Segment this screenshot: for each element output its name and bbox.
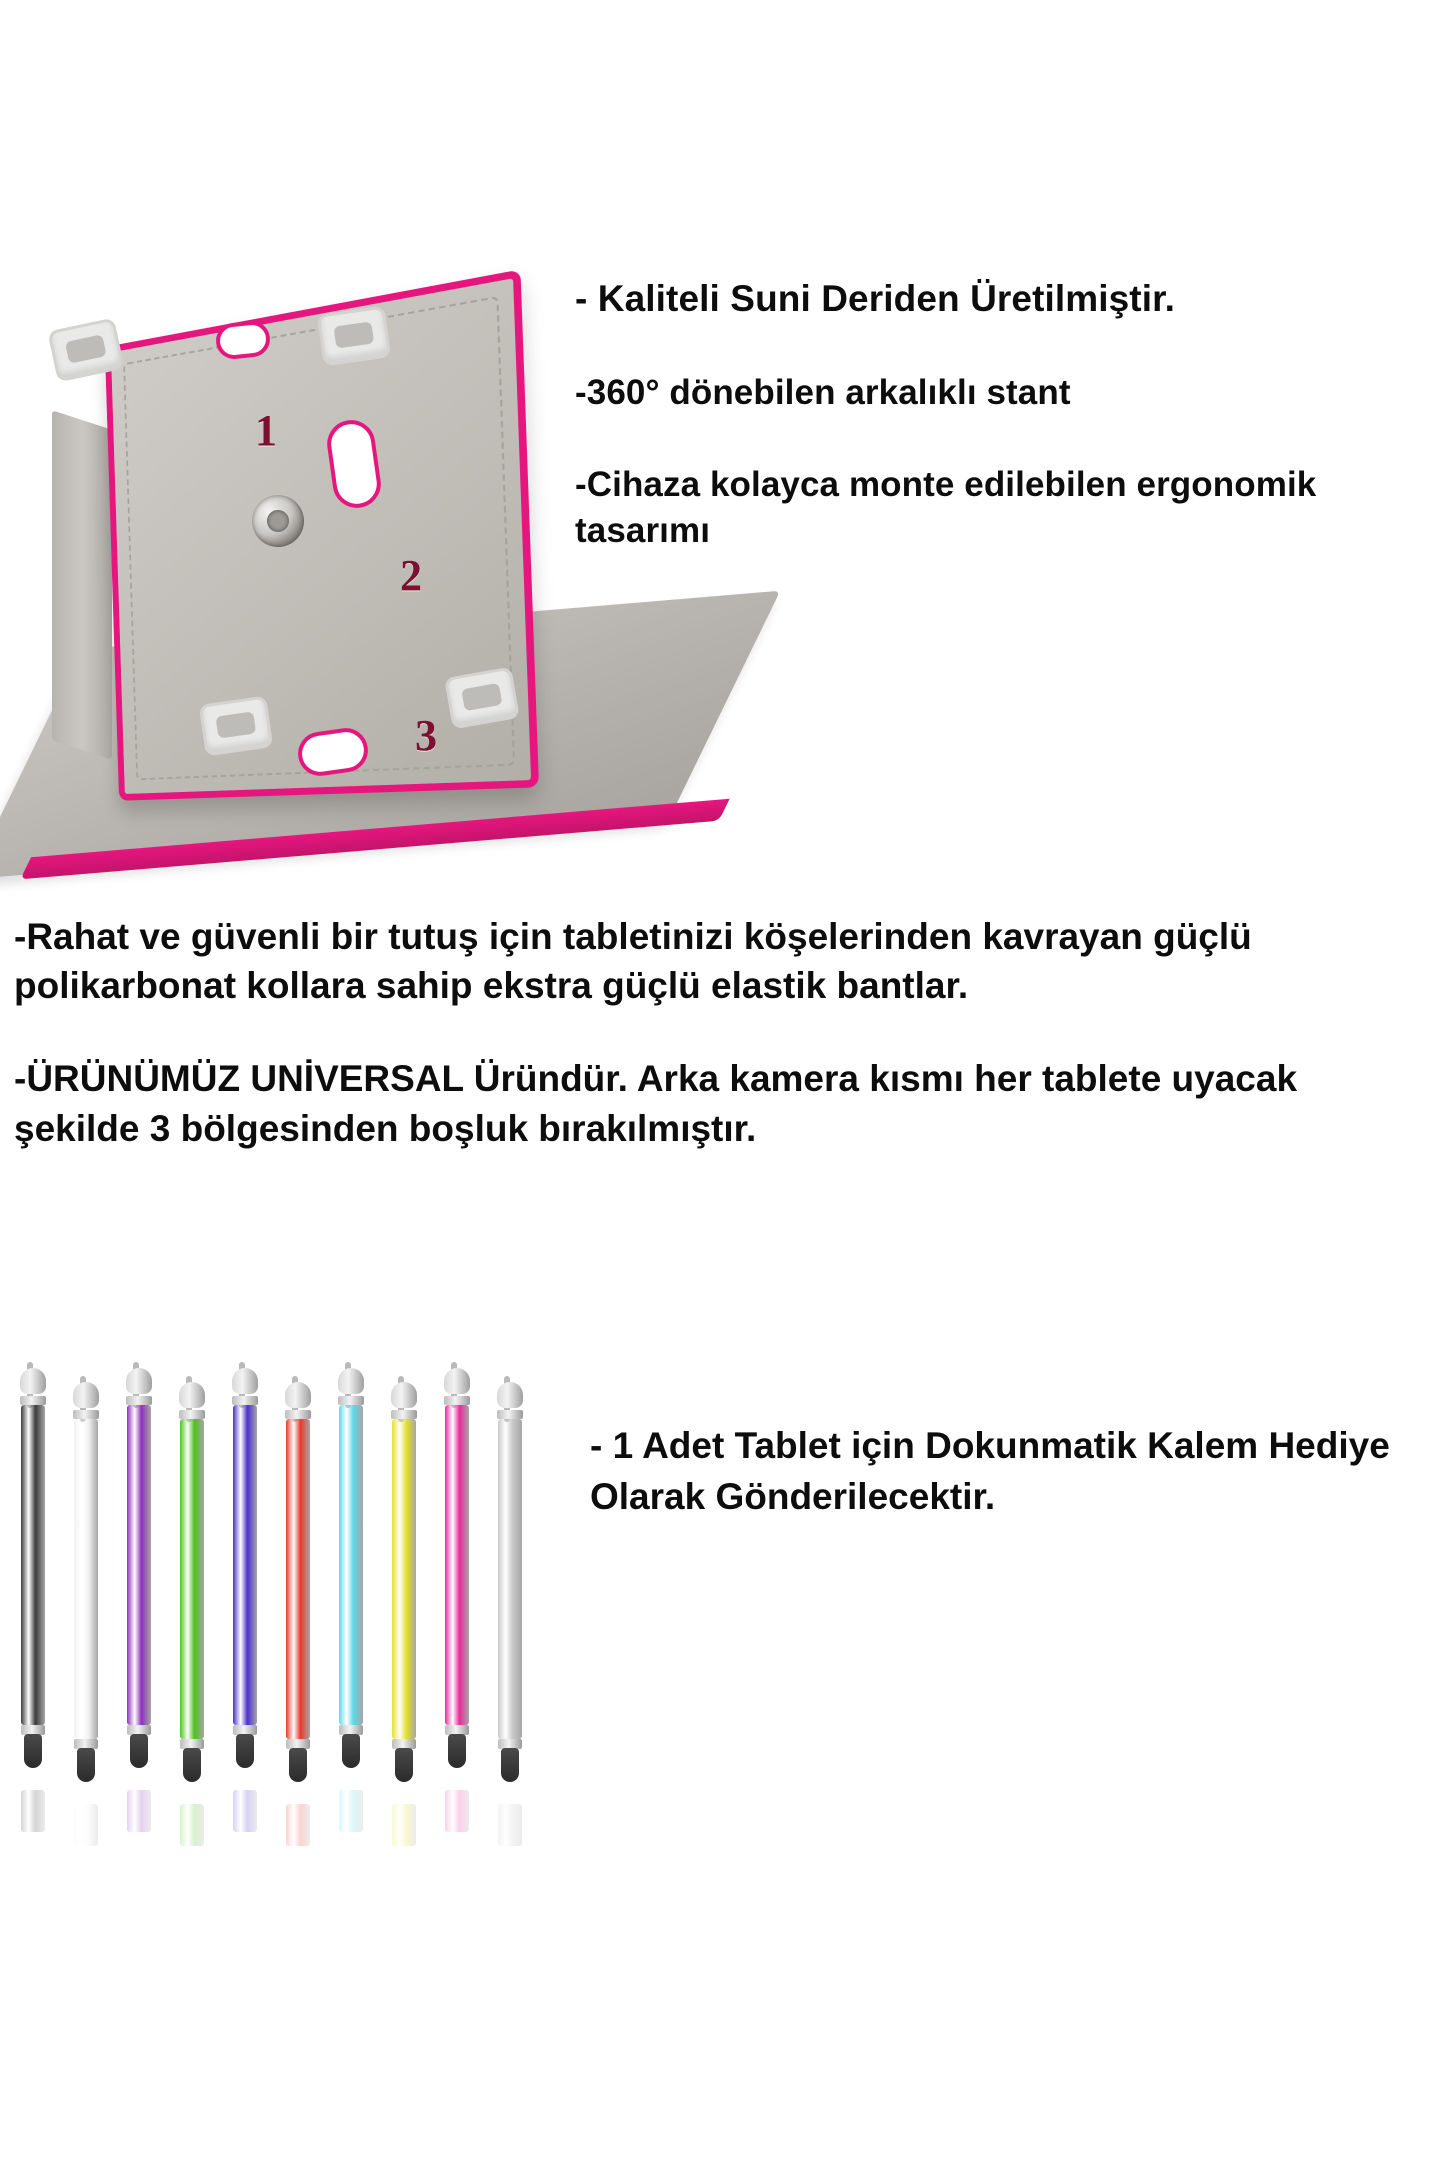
stylus-pen-7 [336,1360,366,1780]
pen-reflection [74,1804,98,1846]
pen-cap [285,1382,311,1408]
stylus-pen-3 [124,1360,154,1780]
top-feature-list [575,275,1405,600]
callout-number-1: 1 [255,406,277,455]
pen-reflection [392,1804,416,1846]
pen-tip [24,1734,42,1768]
callout-number-3: 3 [415,711,437,760]
pen-tip [395,1748,413,1782]
case-corner-clip-top-right [317,306,392,367]
pen-tip [289,1748,307,1782]
feature-material: - Kaliteli Suni Deriden Üretilmiştir. [575,278,1175,319]
pen-cap [179,1382,205,1408]
pen-barrel [74,1419,98,1739]
pen-tip [77,1748,95,1782]
pen-barrel [339,1405,363,1725]
pen-ring-top [338,1396,364,1405]
pen-cap [391,1382,417,1408]
callout-number-2: 2 [400,551,422,600]
stylus-pen-10 [495,1374,525,1794]
case-corner-clip-bottom-left [199,696,274,757]
stylus-pens-image [18,1360,578,1880]
feature-ergonomic: -Cihaza kolayca monte edilebilen ergonomik tasarımı [575,465,1317,551]
stylus-pen-5 [230,1360,260,1780]
case-spine [52,410,112,759]
pen-barrel [445,1405,469,1725]
description-paragraphs [14,912,1314,1197]
gift-note [590,1420,1390,1522]
pen-cap [232,1368,258,1394]
pen-cap [126,1368,152,1394]
stylus-pen-9 [442,1360,472,1780]
pen-ring-top [232,1396,258,1405]
pen-reflection [127,1790,151,1832]
pen-ring-top [20,1396,46,1405]
stylus-pen-2 [71,1374,101,1794]
pen-tip [130,1734,148,1768]
gift-note-text: - 1 Adet Tablet için Dokunmatik Kalem Hediye Olarak Gönderilecektir. [590,1425,1390,1518]
pen-ring-top [285,1410,311,1419]
top-section [0,0,1440,900]
pen-reflection [498,1804,522,1846]
pen-tip [342,1734,360,1768]
pen-ring-top [73,1410,99,1419]
stylus-pen-1 [18,1360,48,1780]
stylus-pen-8 [389,1374,419,1794]
feature-rotation: -360° dönebilen arkalıklı stant [575,372,1071,412]
pen-barrel [286,1419,310,1739]
pen-reflection [339,1790,363,1832]
pen-tip [183,1748,201,1782]
pen-cap [73,1382,99,1408]
pen-barrel [180,1419,204,1739]
pen-tip [236,1734,254,1768]
pen-cap [444,1368,470,1394]
pen-cap [497,1382,523,1408]
pen-ring-top [391,1410,417,1419]
pen-reflection [180,1804,204,1846]
pen-reflection [21,1790,45,1832]
pen-barrel [127,1405,151,1725]
pen-barrel [392,1419,416,1739]
stylus-pen-6 [283,1374,313,1794]
pen-reflection [233,1790,257,1832]
pen-ring-top [444,1396,470,1405]
paragraph-universal: -ÜRÜNÜMÜZ UNİVERSAL Üründür. Arka kamera kısmı her tablete uyacak şekilde 3 bölgesinden boşluk bırakılmıştır. [14,1058,1298,1149]
pen-reflection [286,1804,310,1846]
pen-ring-top [126,1396,152,1405]
pen-cap [338,1368,364,1394]
paragraph-elastic-bands: -Rahat ve güvenli bir tutuş için tabletinizi köşelerinden kavrayan güçlü polikarbonat kollara sahip ekstra güçlü elastik bantlar. [14,916,1252,1007]
pen-tip [448,1734,466,1768]
pen-reflection [445,1790,469,1832]
pen-cap [20,1368,46,1394]
pen-barrel [498,1419,522,1739]
stylus-pen-4 [177,1374,207,1794]
pen-barrel [233,1405,257,1725]
pen-ring-top [497,1410,523,1419]
pen-ring-top [179,1410,205,1419]
pen-barrel [21,1405,45,1725]
pen-tip [501,1748,519,1782]
